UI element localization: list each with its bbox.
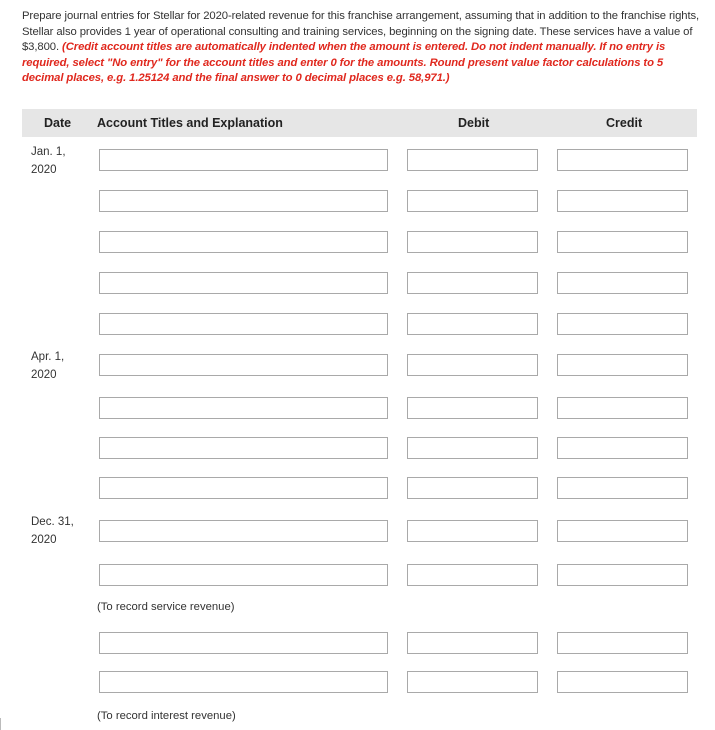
entry-3-row-2-account-input[interactable] bbox=[99, 564, 388, 586]
entry-1-row-2-account-input[interactable] bbox=[99, 190, 388, 212]
entry-1-row-4-debit-input[interactable] bbox=[407, 272, 538, 294]
entry-1-row-5-account-input[interactable] bbox=[99, 313, 388, 335]
entry-3-row-3-credit-input[interactable] bbox=[557, 632, 688, 654]
entry-2-row-2-account-input[interactable] bbox=[99, 397, 388, 419]
entry-2-row-2-credit-input[interactable] bbox=[557, 397, 688, 419]
entry-1-row-2-debit-input[interactable] bbox=[407, 190, 538, 212]
entry-1-date bbox=[31, 143, 91, 179]
entry-2-row-3-debit-input[interactable] bbox=[407, 437, 538, 459]
entry-2-row-1-account-input[interactable] bbox=[99, 354, 388, 376]
header-account-titles: Account Titles and Explanation bbox=[97, 116, 283, 130]
entry-1-row-2-credit-input[interactable] bbox=[557, 190, 688, 212]
entry-2-row-4-debit-input[interactable] bbox=[407, 477, 538, 499]
entry-1-row-4-account-input[interactable] bbox=[99, 272, 388, 294]
narration-service-revenue: (To record service revenue) bbox=[97, 601, 235, 613]
entry-2-row-3-account-input[interactable] bbox=[99, 437, 388, 459]
entry-3-row-4-credit-input[interactable] bbox=[557, 671, 688, 693]
entry-3-row-1-credit-input[interactable] bbox=[557, 520, 688, 542]
entry-2-row-3-credit-input[interactable] bbox=[557, 437, 688, 459]
entry-3-date-line2: 2020 bbox=[31, 534, 57, 546]
narration-interest-revenue: (To record interest revenue) bbox=[97, 710, 236, 722]
entry-1-row-1-credit-input[interactable] bbox=[557, 149, 688, 171]
entry-1-row-3-account-input[interactable] bbox=[99, 231, 388, 253]
entry-2-row-4-credit-input[interactable] bbox=[557, 477, 688, 499]
entry-3-row-1-account-input[interactable] bbox=[99, 520, 388, 542]
entry-3-row-3-debit-input[interactable] bbox=[407, 632, 538, 654]
entry-2-row-1-credit-input[interactable] bbox=[557, 354, 688, 376]
entry-3-row-2-credit-input[interactable] bbox=[557, 564, 688, 586]
entry-1-row-4-credit-input[interactable] bbox=[557, 272, 688, 294]
entry-1-row-3-debit-input[interactable] bbox=[407, 231, 538, 253]
entry-3-row-1-debit-input[interactable] bbox=[407, 520, 538, 542]
entry-2-date bbox=[31, 348, 91, 384]
header-debit: Debit bbox=[458, 116, 490, 130]
left-border-rule bbox=[0, 718, 1, 730]
entry-3-date bbox=[31, 513, 91, 549]
instructions bbox=[22, 9, 702, 87]
entry-1-date-line2: 2020 bbox=[31, 164, 57, 176]
entry-1-row-5-debit-input[interactable] bbox=[407, 313, 538, 335]
instructions-text: Prepare journal entries for Stellar for 2020-related revenue for this franchise arrangement, assuming that in addition to the franchise rights, Stellar also provides 1 year of operational consulting and training services, beginning on the signing date. These services have a value of $3,800. bbox=[22, 10, 700, 53]
entry-1-date-line1: Jan. 1, bbox=[31, 146, 66, 158]
instructions-note: (Credit account titles are automatically indented when the amount is entered. Do not indent manually. If no entry is required, select "No entry" for the account titles and enter 0 for the amounts. Round present value factor calculations to 5 decimal places, e.g. 1.25124 and the final answer to 0 decimal places e.g. 58,971.) bbox=[22, 41, 666, 84]
entry-2-row-4-account-input[interactable] bbox=[99, 477, 388, 499]
entry-1-row-1-account-input[interactable] bbox=[99, 149, 388, 171]
entry-1-row-1-debit-input[interactable] bbox=[407, 149, 538, 171]
entry-2-row-2-debit-input[interactable] bbox=[407, 397, 538, 419]
entry-3-date-line1: Dec. 31, bbox=[31, 516, 74, 528]
header-credit: Credit bbox=[606, 116, 643, 130]
entry-1-row-3-credit-input[interactable] bbox=[557, 231, 688, 253]
entry-3-row-2-debit-input[interactable] bbox=[407, 564, 538, 586]
entry-2-date-line1: Apr. 1, bbox=[31, 351, 65, 363]
entry-2-row-1-debit-input[interactable] bbox=[407, 354, 538, 376]
entry-3-row-4-account-input[interactable] bbox=[99, 671, 388, 693]
entry-1-row-5-credit-input[interactable] bbox=[557, 313, 688, 335]
entry-3-row-3-account-input[interactable] bbox=[99, 632, 388, 654]
table-header bbox=[22, 109, 697, 137]
entry-3-row-4-debit-input[interactable] bbox=[407, 671, 538, 693]
header-date: Date bbox=[44, 116, 72, 130]
entry-2-date-line2: 2020 bbox=[31, 369, 57, 381]
